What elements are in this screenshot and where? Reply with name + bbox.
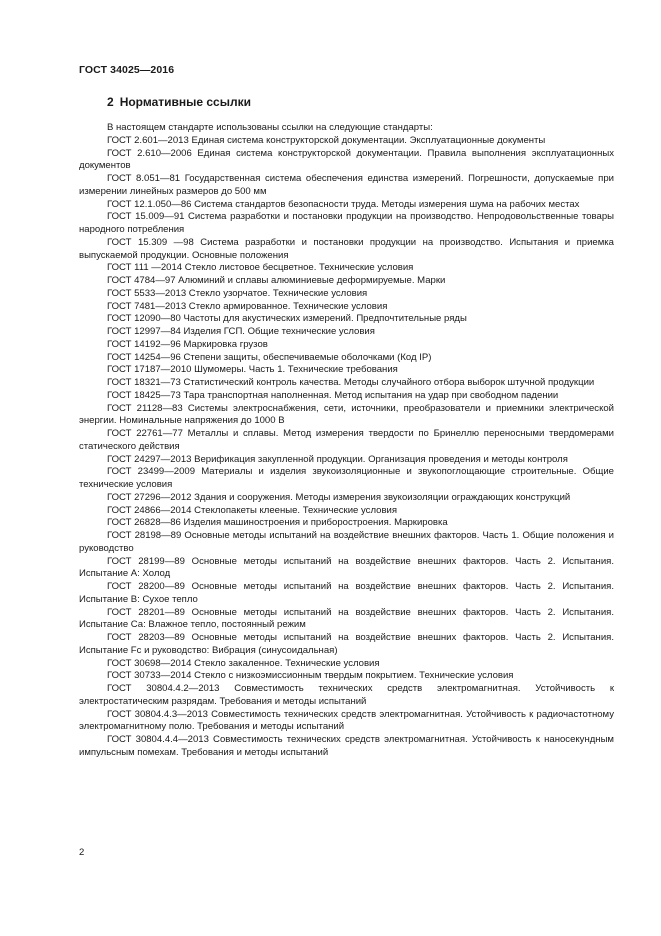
reference-item: ГОСТ 111 —2014 Стекло листовое бесцветное. Технические условия	[107, 262, 414, 274]
reference-item: ГОСТ 4784—97 Алюминий и сплавы алюминиевые деформируемые. Марки	[107, 275, 446, 286]
reference-item: ГОСТ 22761—77 Металлы и сплавы. Метод измерения твердости по Бринеллю переносными твердомерами статического действия	[79, 428, 614, 452]
reference-item: ГОСТ 18321—73 Статистический контроль качества. Методы случайного отбора выборок штучной продукции	[107, 377, 595, 388]
reference-item: ГОСТ 28198—89 Основные методы испытаний на воздействие внешних факторов. Часть 1. Общие положения и руководство	[79, 530, 614, 554]
reference-item: ГОСТ 24866—2014 Стеклопакеты клееные. Технические условия	[107, 504, 398, 516]
reference-item: ГОСТ 27296—2012 Здания и сооружения. Методы измерения звукоизоляции ограждающих конструкций	[107, 491, 571, 503]
reference-item: ГОСТ 7481—2013 Стекло армированное. Технические условия	[107, 300, 388, 312]
reference-item: ГОСТ 30804.4.3—2013 Совместимость технических средств электромагнитная. Устойчивость к радиочастотному электромагнитному полю. Требования и методы испытаний	[79, 708, 614, 733]
reference-item: ГОСТ 18425—73 Тара транспортная наполненная. Метод испытания на удар при свободном падении	[107, 389, 559, 401]
intro-paragraph: В настоящем стандарте использованы ссылки на следующие стандарты:	[107, 122, 433, 133]
reference-item: ГОСТ 12997—84 Изделия ГСП. Общие технические условия	[107, 326, 375, 337]
reference-item: ГОСТ 12.1.050—86 Система стандартов безопасности труда. Методы измерения шума на рабочих местах	[107, 198, 580, 210]
reference-item: ГОСТ 8.051—81 Государственная система обеспечения единства измерений. Погрешности, допускаемые при измерении линейных размеров до 500 мм	[79, 173, 614, 197]
reference-item: ГОСТ 28203—89 Основные методы испытаний на воздействие внешних факторов. Часть 2. Испытания. Испытание Fc и руководство: Вибрация (синусоидальная)	[79, 632, 614, 656]
reference-item: ГОСТ 2.601—2013 Единая система конструкторской документации. Эксплуатационные документы	[107, 134, 546, 146]
reference-item: ГОСТ 28199—89 Основные методы испытаний на воздействие внешних факторов. Часть 2. Испытания. Испытание А: Холод	[79, 555, 614, 580]
reference-item: ГОСТ 12090—80 Частоты для акустических измерений. Предпочтительные ряды	[107, 313, 467, 325]
reference-item: ГОСТ 30804.4.2—2013 Совместимость технических средств электромагнитная. Устойчивость к электростатическим разрядам. Требования и методы испытаний	[79, 683, 614, 707]
reference-item: ГОСТ 15.309 —98 Система разработки и постановки продукции на производство. Испытания и приемка выпускаемой продукции. Основные положения	[79, 236, 614, 261]
reference-item: ГОСТ 30804.4.4—2013 Совместимость технических средств электромагнитная. Устойчивость к наносекундным импульсным помехам. Требования и методы испытаний	[79, 734, 614, 758]
reference-item: ГОСТ 14192—96 Маркировка грузов	[107, 338, 268, 350]
section-title: Нормативные ссылки	[119, 95, 251, 109]
reference-item: ГОСТ 14254—96 Степени защиты, обеспечиваемые оболочками (Код IP)	[107, 351, 432, 363]
section-number: 2	[107, 95, 114, 109]
reference-item: ГОСТ 24297—2013 Верификация закупленной продукции. Организация проведения и методы контроля	[107, 453, 568, 465]
reference-item: ГОСТ 2.610—2006 Единая система конструкторской документации. Правила выполнения эксплуатационных документов	[79, 147, 614, 172]
reference-item: ГОСТ 30733—2014 Стекло с низкоэмиссионным твердым покрытием. Технические условия	[107, 670, 514, 682]
reference-item: ГОСТ 15.009—91 Система разработки и постановки продукции на производство. Непродовольственные товары народного потребления	[79, 211, 614, 235]
section-heading	[107, 95, 251, 109]
reference-item: ГОСТ 21128—83 Системы электроснабжения, сети, источники, преобразователи и приемники электрической энергии. Номинальные напряжения до 1000 В	[79, 402, 614, 427]
references-list	[79, 122, 614, 760]
reference-item: ГОСТ 28201—89 Основные методы испытаний на воздействие внешних факторов. Часть 2. Испытания. Испытание Са: Влажное тепло, постоянный режим	[79, 606, 614, 631]
reference-item: ГОСТ 23499—2009 Материалы и изделия звукоизоляционные и звукопоглощающие строительные. Общие технические условия	[79, 466, 614, 490]
reference-item: ГОСТ 5533—2013 Стекло узорчатое. Технические условия	[107, 287, 368, 299]
reference-item: ГОСТ 30698—2014 Стекло закаленное. Технические условия	[107, 657, 380, 669]
page-number: 2	[79, 847, 85, 858]
reference-item: ГОСТ 26828—86 Изделия машиностроения и приборостроения. Маркировка	[107, 517, 448, 529]
reference-item: ГОСТ 17187—2010 Шумомеры. Часть 1. Технические требования	[107, 364, 398, 376]
document-code-header: ГОСТ 34025—2016	[79, 64, 175, 76]
reference-item: ГОСТ 28200—89 Основные методы испытаний на воздействие внешних факторов. Часть 2. Испытания. Испытание В: Сухое тепло	[79, 581, 614, 605]
